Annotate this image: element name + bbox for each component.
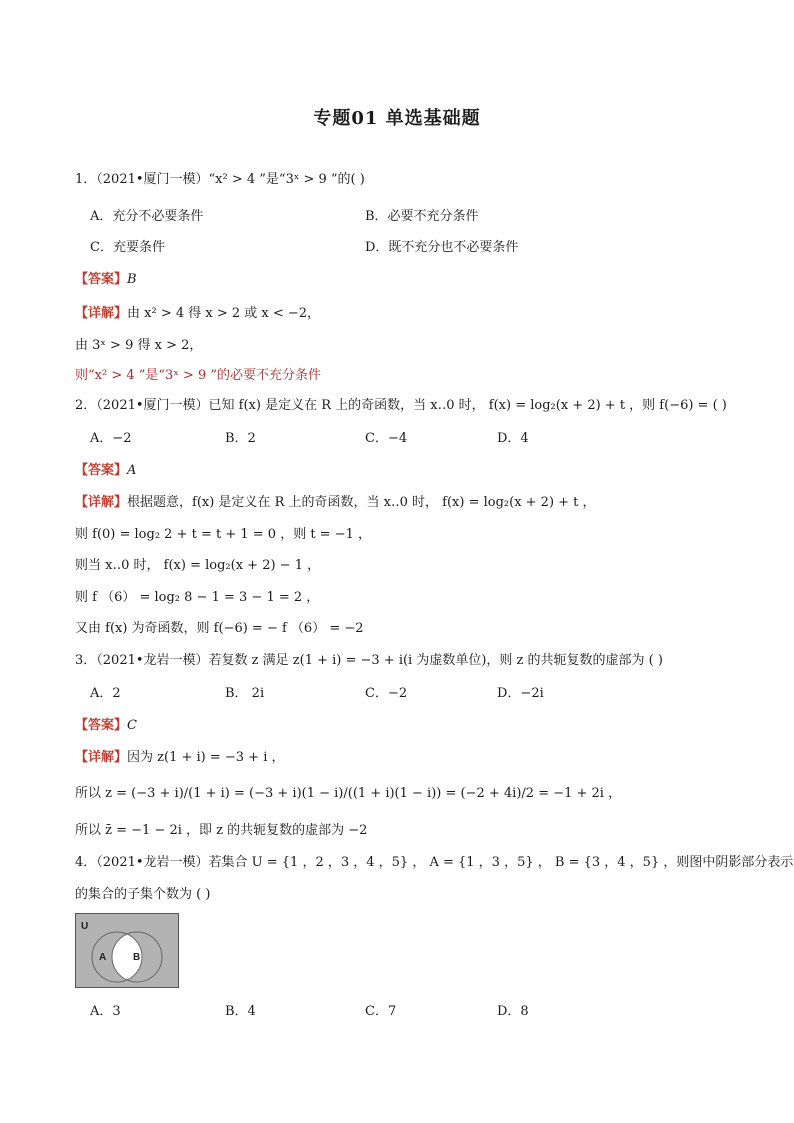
q1-option-c: C．充要条件 bbox=[90, 240, 165, 255]
q2-answer bbox=[75, 461, 136, 481]
q2-detail-line: 则 f(0) = log₂ 2 + t = t + 1 = 0 ，则 t = −1 ， bbox=[75, 527, 371, 542]
q4-option-b: B．4 bbox=[225, 1004, 256, 1019]
q1-answer bbox=[75, 270, 137, 290]
question-1-stem: 1．（2021•厦门一模）“x² > 4 ”是“3ˣ > 9 ”的( ) bbox=[75, 172, 365, 187]
q3-option-c: C．−2 bbox=[365, 686, 408, 701]
answer-tag: 【答案】 bbox=[75, 718, 128, 733]
q1-option-d: D．既不充分也不必要条件 bbox=[365, 240, 519, 255]
b-label: B bbox=[133, 952, 141, 963]
q1-detail-line: 由 3ˣ > 9 得 x > 2， bbox=[75, 338, 203, 353]
q2-option-c: C．−4 bbox=[365, 431, 408, 446]
answer-value: B bbox=[127, 272, 137, 287]
q1-option-b: B．必要不充分条件 bbox=[365, 209, 479, 224]
q4-option-d: D．8 bbox=[497, 1004, 529, 1019]
venn-diagram bbox=[75, 913, 179, 988]
question-4-stem-cont: 的集合的子集个数为 ( ) bbox=[75, 887, 211, 902]
q2-detail-line: 则当 x‥0 时， f(x) = log₂(x + 2) − 1 ， bbox=[75, 558, 321, 573]
q1-detail-line: 【详解】由 x² > 4 得 x > 2 或 x < −2， bbox=[75, 306, 321, 321]
q1-option-a: A．充分不必要条件 bbox=[90, 209, 204, 224]
detail-tag: 【详解】 bbox=[75, 750, 128, 765]
q3-option-b: B． 2i bbox=[225, 686, 265, 701]
q3-detail-line: 所以 z = (−3 + i)/(1 + i) = (−3 + i)(1 − i)/((1 + i)(1 − i)) = (−2 + 4i)/2 = −1 + 2i ， bbox=[75, 786, 622, 801]
q3-option-a: A．2 bbox=[90, 686, 121, 701]
page-title: 专题01 单选基础题 bbox=[313, 108, 481, 129]
q1-detail-conclusion: 则“x² > 4 ”是“3ˣ > 9 ”的必要不充分条件 bbox=[75, 368, 322, 383]
q3-option-d: D．−2i bbox=[497, 686, 544, 701]
q2-option-b: B．2 bbox=[225, 431, 256, 446]
question-2-stem: 2．（2021•厦门一模）已知 f(x) 是定义在 R 上的奇函数，当 x‥0 时， f(x) = log₂(x + 2) + t ，则 f(−6) = ( ) bbox=[75, 398, 727, 413]
q2-option-a: A．−2 bbox=[90, 431, 132, 446]
answer-value: C bbox=[127, 718, 137, 733]
detail-tag: 【详解】 bbox=[75, 306, 128, 321]
q2-detail-line: 【详解】根据题意，f(x) 是定义在 R 上的奇函数，当 x‥0 时， f(x) = log₂(x + 2) + t ， bbox=[75, 495, 596, 510]
detail-tag: 【详解】 bbox=[75, 495, 128, 510]
answer-tag: 【答案】 bbox=[75, 463, 128, 478]
q4-option-a: A．3 bbox=[90, 1004, 121, 1019]
a-label: A bbox=[99, 952, 107, 963]
answer-tag: 【答案】 bbox=[75, 272, 128, 287]
q2-option-d: D．4 bbox=[497, 431, 529, 446]
q2-detail-line: 则 f （6） = log₂ 8 − 1 = 3 − 1 = 2 ， bbox=[75, 590, 320, 605]
question-4-stem: 4．（2021•龙岩一模）若集合 U = {1 ，2 ，3 ，4 ，5} ， A = {1 ，3 ，5} ， B = {3 ，4 ，5} ，则图中阴影部分表示 bbox=[75, 855, 794, 870]
question-3-stem: 3．（2021•龙岩一模）若复数 z 满足 z(1 + i) = −3 + i(i 为虚数单位)，则 z 的共轭复数的虚部为 ( ) bbox=[75, 653, 663, 668]
q2-detail-line: 又由 f(x) 为奇函数，则 f(−6) = − f （6） = −2 bbox=[75, 621, 364, 636]
q3-detail-line: 所以 z̄ = −1 − 2i ，即 z 的共轭复数的虚部为 −2 bbox=[75, 823, 368, 838]
q3-detail-line: 【详解】因为 z(1 + i) = −3 + i ， bbox=[75, 750, 285, 765]
q4-option-c: C．7 bbox=[365, 1004, 397, 1019]
u-label: U bbox=[81, 921, 89, 932]
answer-value: A bbox=[127, 463, 137, 478]
q3-answer bbox=[75, 716, 137, 736]
